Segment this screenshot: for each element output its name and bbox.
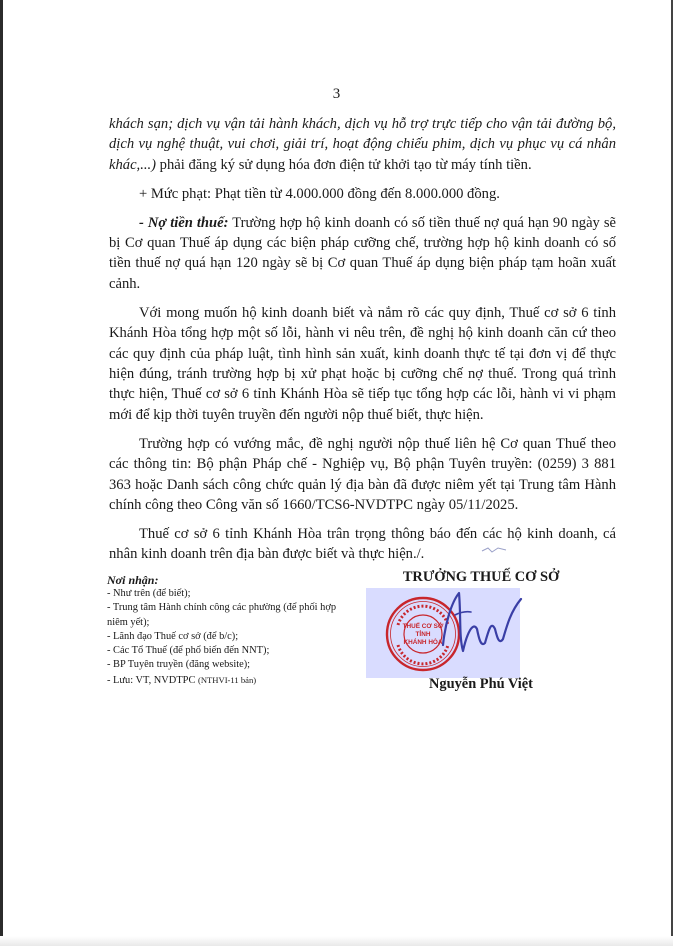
- recipients-heading: Nơi nhận:: [107, 573, 159, 587]
- page-edge-left: [0, 0, 3, 946]
- recipient-item: - Các Tổ Thuế (để phổ biến đến NNT);: [107, 645, 270, 657]
- paragraph-tax-debt: [109, 213, 616, 295]
- tax-debt-label: - Nợ tiền thuế:: [139, 214, 229, 231]
- recipient-item: - Như trên (để biết);: [107, 588, 191, 599]
- recipient-item: - Trung tâm Hành chính công các phường (để phối hợp niêm yết);: [107, 602, 337, 628]
- page-number: 3: [332, 86, 341, 102]
- archive-copies: (NTHVI-11 bản): [197, 674, 257, 685]
- handwritten-signature-icon: [425, 585, 535, 665]
- recipients-block: [107, 573, 357, 688]
- tax-debt-text: Trường hợp hộ kinh doanh có số tiền thuế nợ quá hạn 90 ngày sẽ bị Cơ quan Thuế áp dụng các biện pháp cưỡng chế, trường hợp hộ kinh doanh có số tiền thuế nợ quá hạn 120 ngày sẽ bị Cơ quan Thuế áp dụng biện pháp tạm hoãn xuất cảnh.: [109, 214, 616, 292]
- stamp-line-3: KHÁNH HÒA: [403, 639, 443, 646]
- initial-mark-icon: [480, 546, 508, 554]
- penalty-line: + Mức phạt: Phạt tiền từ 4.000.000 đồng đến 8.000.000 đồng.: [139, 185, 500, 202]
- services-tail: phải đăng ký sử dụng hóa đơn điện tử khởi tạo từ máy tính tiền.: [156, 156, 532, 173]
- recipient-item: - BP Tuyên truyền (đăng website);: [107, 659, 251, 671]
- stamp-line-2: TỈNH: [415, 631, 431, 638]
- services-list: khách sạn; dịch vụ vận tải hành khách, dịch vụ hỗ trợ trực tiếp cho vận tải đường bộ, dịch vụ nghệ thuật, vui chơi, giải trí, hoạt động chiếu phim, dịch vụ phục vụ cá nhân khác,...): [109, 116, 616, 173]
- document-body: [109, 114, 616, 565]
- signer-name: Nguyễn Phú Việt: [429, 676, 533, 692]
- paragraph-closing: Thuế cơ sở 6 tỉnh Khánh Hòa trân trọng thông báo đến các hộ kinh doanh, cá nhân kinh doanh trên địa bàn được biết và thực hiện./.: [109, 525, 616, 563]
- archive-label: - Lưu: VT, NVDTPC: [107, 674, 198, 686]
- page-bottom-shade: [0, 936, 673, 946]
- stamp-line-1: THUẾ CƠ SỞ: [402, 623, 444, 630]
- paragraph-wish: Với mong muốn hộ kinh doanh biết và nắm rõ các quy định, Thuế cơ sở 6 tỉnh Khánh Hòa tổng hợp một số lỗi, hành vi nêu trên, đề nghị hộ kinh doanh căn cứ theo các quy định của pháp luật, tình hình sản xuất, kinh doanh thực tế tại đơn vị để thực hiện đúng, tránh trường hợp bị xử phạt hoặc bị cưỡng chế nợ thuế. Trong quá trình thực hiện, Thuế cơ sở 6 tỉnh Khánh Hòa sẽ tiếp tục tổng hợp các lỗi, hành vi vi phạm mới để kịp thời tuyên truyền đến người nộp thuế biết, thực hiện.: [109, 304, 616, 423]
- paragraph-services: [109, 114, 616, 175]
- recipient-item-archive: [107, 673, 357, 688]
- signer-title: TRƯỞNG THUẾ CƠ SỞ: [402, 569, 560, 585]
- paragraph-contact: Trường hợp có vướng mắc, đề nghị người nộp thuế liên hệ Cơ quan Thuế theo các thông tin: Bộ phận Pháp chế - Nghiệp vụ, Bộ phận Tuyên truyền: (0259) 3 881 363 hoặc Danh sách công chức quản lý địa bàn đã được niêm yết tại Trung tâm Hành chính công theo Công văn số 1660/TCS6-NVDTPC ngày 05/11/2025.: [109, 435, 616, 513]
- recipient-item: - Lãnh đạo Thuế cơ sở (để b/c);: [107, 630, 239, 642]
